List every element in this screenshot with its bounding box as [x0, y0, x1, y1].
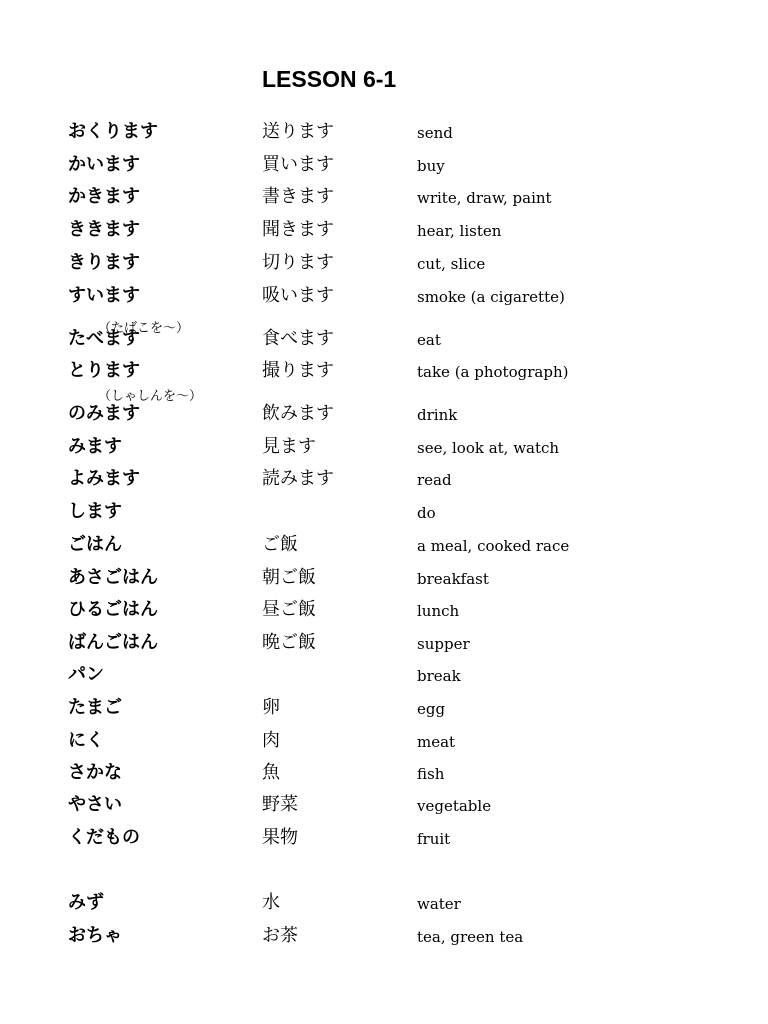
vocab-row	[0, 662, 768, 688]
vocab-kanji: 朝ご飯	[262, 567, 316, 588]
vocab-kanji: 水	[262, 892, 280, 913]
vocab-english: do	[417, 504, 436, 522]
vocab-english: fish	[417, 765, 445, 783]
vocab-english: hear, listen	[417, 222, 502, 240]
vocab-row	[0, 466, 768, 492]
vocab-kanji: 卵	[262, 697, 280, 718]
vocab-kanji: 聞きます	[262, 219, 334, 240]
vocab-english: breakfast	[417, 570, 489, 588]
vocab-english: a meal, cooked race	[417, 537, 570, 555]
vocab-kana: にく	[68, 730, 104, 751]
vocab-kana: やさい	[68, 794, 122, 815]
vocab-row	[0, 217, 768, 243]
vocab-kana: すいます	[68, 285, 140, 306]
vocab-english: break	[417, 667, 461, 685]
vocab-kana: きります	[68, 252, 140, 273]
vocab-kana: かきます	[68, 186, 140, 207]
vocab-english: drink	[417, 406, 458, 424]
vocab-kana: かいます	[68, 154, 140, 175]
vocab-usage-note: （たばこを～）	[98, 321, 190, 336]
vocab-row	[0, 184, 768, 210]
vocab-row	[0, 890, 768, 916]
vocab-row	[0, 565, 768, 591]
vocab-row	[0, 119, 768, 145]
vocab-row	[0, 695, 768, 721]
vocab-kana: よみます	[68, 468, 140, 489]
vocab-row	[0, 597, 768, 623]
vocab-english: egg	[417, 700, 446, 718]
vocab-kana: くだもの	[68, 827, 140, 848]
vocab-kana: さかな	[68, 762, 122, 783]
vocab-row	[0, 250, 768, 276]
vocab-row	[0, 434, 768, 460]
vocab-kanji: 撮ります	[262, 360, 334, 381]
vocab-kanji: ご飯	[262, 534, 298, 555]
vocab-english: lunch	[417, 602, 460, 620]
vocab-row	[0, 760, 768, 786]
vocab-kanji: 魚	[262, 762, 280, 783]
vocab-kana: ばんごはん	[68, 632, 158, 653]
vocab-kanji: 食べます	[262, 328, 334, 349]
vocab-english: meat	[417, 733, 456, 751]
vocab-row	[0, 923, 768, 949]
vocab-english: fruit	[417, 830, 451, 848]
vocab-kanji: 肉	[262, 730, 280, 751]
vocab-english: water	[417, 895, 461, 913]
vocab-kana: ききます	[68, 219, 140, 240]
vocab-english: tea, green tea	[417, 928, 524, 946]
vocab-usage-note: （しゃしんを～）	[98, 389, 203, 404]
vocab-row	[0, 532, 768, 558]
vocab-english: write, draw, paint	[417, 189, 552, 207]
vocab-row	[0, 358, 768, 404]
vocab-kanji: 野菜	[262, 794, 298, 815]
vocab-row	[0, 499, 768, 525]
vocab-kanji: 見ます	[262, 436, 316, 457]
vocab-kana: たまご	[68, 697, 122, 718]
vocab-kanji: お茶	[262, 925, 298, 946]
vocab-kanji: 晩ご飯	[262, 632, 316, 653]
vocab-english: take (a photograph)	[417, 363, 569, 381]
vocab-kana: ひるごはん	[68, 599, 158, 620]
vocab-row	[0, 283, 768, 336]
vocab-row	[0, 792, 768, 818]
vocab-kanji: 果物	[262, 827, 298, 848]
vocab-row	[0, 152, 768, 178]
vocab-kana: みず	[68, 892, 104, 913]
vocab-english: send	[417, 124, 453, 142]
vocab-kana: おちゃ	[68, 925, 122, 946]
vocab-kana: パン	[68, 664, 104, 685]
vocab-kanji: 送ります	[262, 121, 334, 142]
vocab-english: vegetable	[417, 797, 492, 815]
vocab-english: eat	[417, 331, 441, 349]
vocab-kana: のみます	[68, 403, 140, 424]
page-title: LESSON 6-1	[262, 66, 397, 92]
vocab-kana: ごはん	[68, 534, 122, 555]
vocab-english: supper	[417, 635, 470, 653]
vocab-kanji: 読みます	[262, 468, 334, 489]
vocab-kanji: 買います	[262, 154, 334, 175]
vocab-english: buy	[417, 157, 445, 175]
vocab-kana: おくります	[68, 121, 158, 142]
vocab-kana: します	[68, 501, 122, 522]
vocab-english: cut, slice	[417, 255, 486, 273]
vocab-kanji: 昼ご飯	[262, 599, 316, 620]
vocab-row	[0, 825, 768, 851]
vocab-kana: とります	[68, 360, 140, 381]
vocab-row	[0, 326, 768, 352]
vocab-english: smoke (a cigarette)	[417, 288, 565, 306]
vocab-row	[0, 728, 768, 754]
vocab-row	[0, 630, 768, 656]
vocab-english: read	[417, 471, 452, 489]
vocab-kanji: 飲みます	[262, 403, 334, 424]
vocab-kana: たべます	[68, 328, 140, 349]
vocab-kana: みます	[68, 436, 122, 457]
vocab-kanji: 吸います	[262, 285, 334, 306]
vocab-english: see, look at, watch	[417, 439, 560, 457]
vocab-row	[0, 401, 768, 427]
vocab-kana: あさごはん	[68, 567, 158, 588]
vocab-kanji: 書きます	[262, 186, 334, 207]
vocab-kanji: 切ります	[262, 252, 334, 273]
